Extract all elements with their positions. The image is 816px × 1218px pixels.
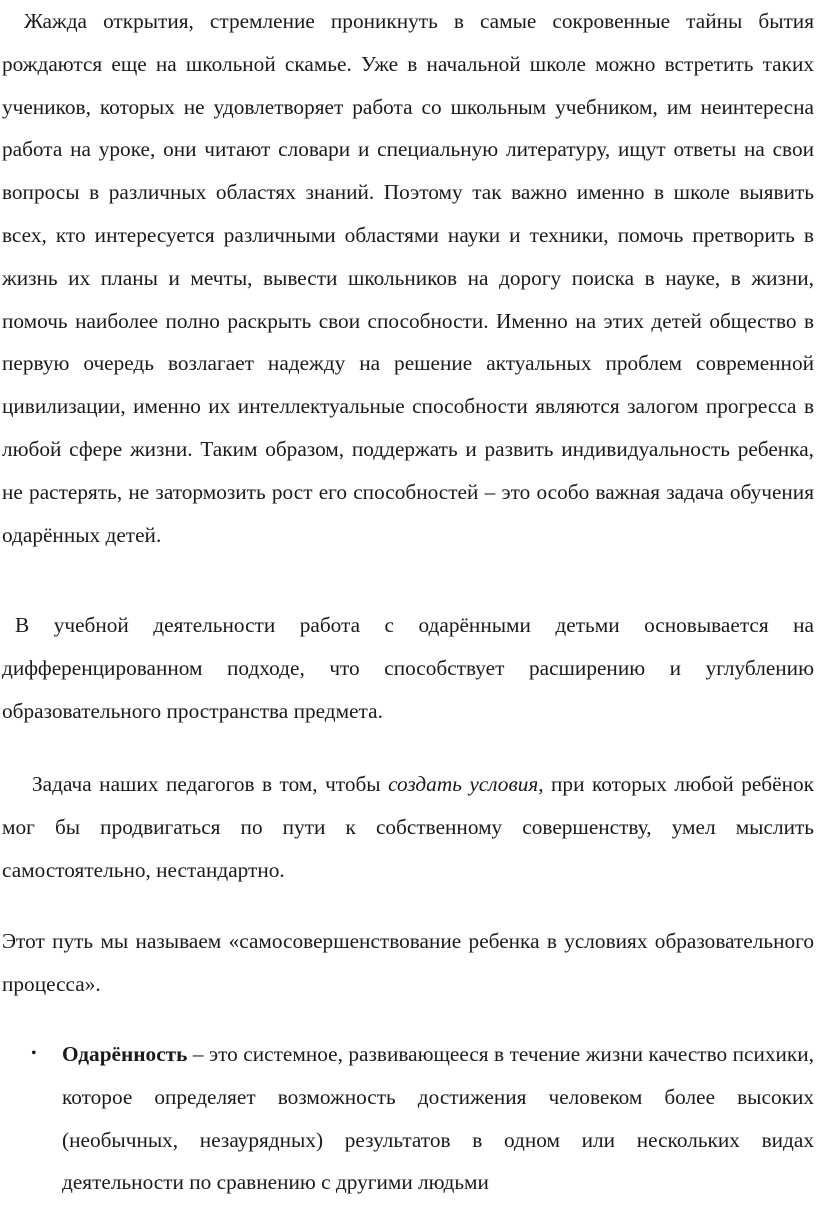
paragraph-teachers-task (2, 763, 814, 891)
task-text-before: Задача наших педагогов в том, чтобы (32, 772, 389, 796)
list-item (0, 1033, 816, 1204)
definition-text: – это системное, развивающееся в течение жизни качество психики, которое определяет возможность достижения человеком более высоких (необычных, незаурядных) результатов в одном или нескольких видах деятельности по сравнению с другими людьми (62, 1042, 814, 1195)
paragraph-intro: Жажда открытия, стремление проникнуть в самые сокровенные тайны бытия рождаются еще на школьной скамье. Уже в начальной школе можно встретить таких учеников, которых не удовлетворяет работа со школьным учебником, им неинтересна работа на уроке, они читают словари и специальную литературу, ищут ответы на свои вопросы в различных областях знаний. Поэтому так важно именно в школе выявить всех, кто интересуется различными областями науки и техники, помочь претворить в жизнь их планы и мечты, вывести школьников на дорогу поиска в науке, в жизни, помочь наиболее полно раскрыть свои способности. Именно на этих детей общество в первую очередь возлагает надежду на решение актуальных проблем современной цивилизации, именно их интеллектуальные способности являются залогом прогресса в любой сфере жизни. Таким образом, поддержать и развить индивидуальность ребенка, не растерять, не затормозить рост его способностей – это особо важная задача обучения одарённых детей. (2, 9, 814, 547)
task-text-after: , при которых любой ребёнок мог бы продвигаться по пути к собственному совершенству, умел мыслить самостоятельно, нестандартно. (2, 772, 814, 882)
bullet-icon: • (31, 1045, 37, 1062)
task-emphasis: создать условия (388, 772, 539, 796)
paragraph-differentiated-approach: В учебной деятельности работа с одарёнными детьми основывается на дифференцированном подходе, что способствует расширению и углублению образовательного пространства предмета. (2, 613, 814, 723)
definition-list (0, 1033, 816, 1204)
paragraph-self-improvement-path: Этот путь мы называем «самосовершенствование ребенка в условиях образовательного процесса». (2, 929, 814, 996)
definition-term: Одарённость (62, 1042, 188, 1066)
